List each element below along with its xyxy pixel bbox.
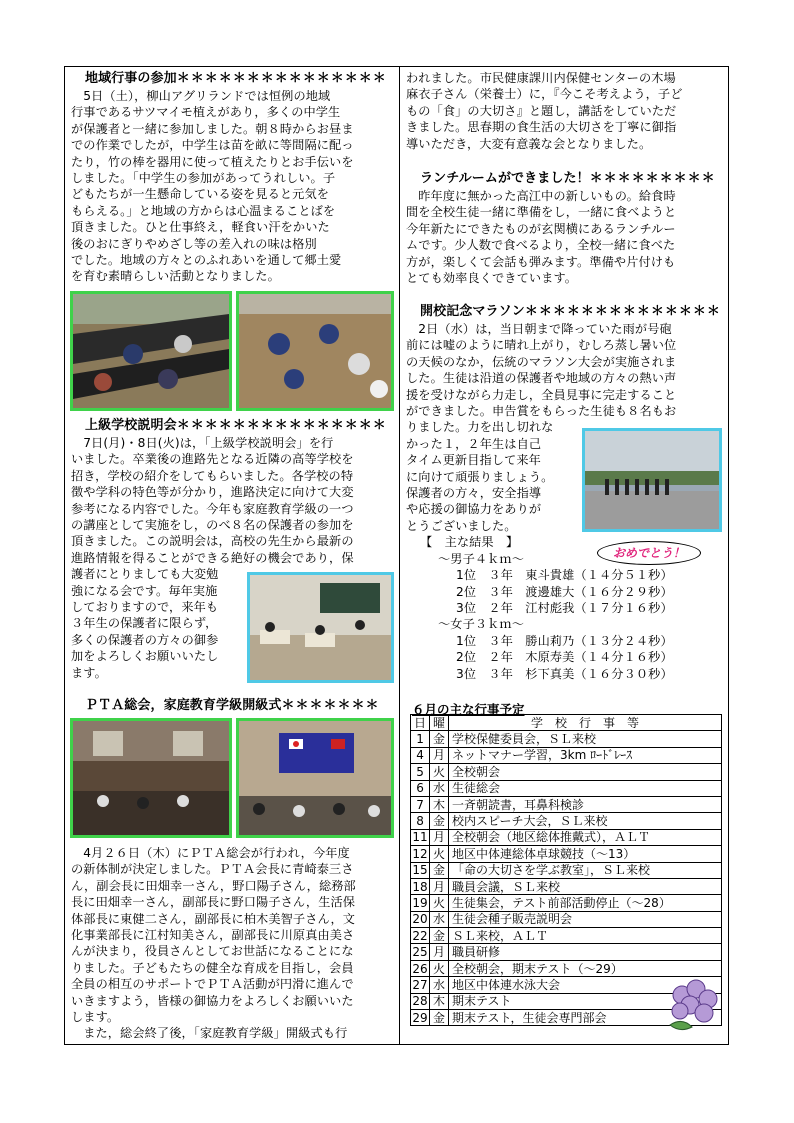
header-event: 学 校 行 事 等 bbox=[449, 715, 722, 731]
text-line: や応援の御協力をありが bbox=[406, 502, 542, 517]
cell-event: 全校朝会，期末テスト（～29） bbox=[449, 960, 722, 976]
text-line: 強になる会です。毎年実施 bbox=[71, 583, 218, 598]
cell-event: 一斉朝読書，耳鼻科検診 bbox=[449, 796, 722, 812]
photo-pta-stage bbox=[236, 718, 394, 838]
text-line: われました。市民健康課川内保健センターの木場 bbox=[406, 71, 676, 85]
cell-day: 18 bbox=[412, 879, 428, 894]
text-line: 頂きました。この説明会は，高校の先生から最新の bbox=[71, 534, 354, 549]
cell-weekday: 水 bbox=[430, 911, 449, 927]
boys-heading: ～男子４ｋｍ～ bbox=[438, 551, 525, 566]
girls-heading: ～女子３ｋｍ～ bbox=[438, 617, 525, 632]
cell-weekday: 木 bbox=[430, 993, 449, 1009]
text-line: 招き，学校の紹介をしてもらいました。各学校の特 bbox=[71, 468, 354, 483]
cell-weekday: 火 bbox=[430, 895, 449, 911]
text-line: タイム更新目指して来年 bbox=[406, 453, 541, 468]
table-row bbox=[411, 944, 722, 960]
heading-stars: ＊＊＊＊＊＊＊＊＊＊＊＊＊＊＊ bbox=[176, 418, 387, 433]
heading-stars: ＊＊＊＊＊＊＊＊＊＊＊＊＊＊＊ bbox=[176, 71, 387, 86]
photo-image bbox=[250, 575, 391, 680]
text-line: ができました。申告賞をもらった生徒も８名もお bbox=[406, 404, 677, 419]
section-heading bbox=[406, 303, 724, 321]
cell-day: 22 bbox=[412, 928, 428, 943]
cell-weekday: 月 bbox=[430, 944, 449, 960]
heading-text: ＰＴＡ総会，家庭教育学級開級式 bbox=[85, 698, 282, 713]
text-line: ん，副会長に田畑幸一さん，野口陽子さん，総務部 bbox=[71, 878, 356, 893]
result-line: 3位 ３年 杉下真美（１６分３０秒） bbox=[456, 666, 673, 681]
table-row bbox=[411, 764, 722, 780]
cell-day: 29 bbox=[412, 1010, 428, 1025]
text-line: んが決まり，役員さんとしてお世話になることにな bbox=[71, 944, 354, 959]
text-line: します。 bbox=[71, 1010, 120, 1025]
text-line: の新体制が決定しました。ＰＴＡ会長に青崎泰三さ bbox=[71, 862, 354, 877]
cell-event: 地区中体連総体卓球競技（～13） bbox=[449, 846, 722, 862]
hydrangea-illustration bbox=[662, 975, 724, 1035]
results-heading: 【 主な結果 】 bbox=[420, 535, 519, 550]
table-row bbox=[411, 862, 722, 878]
text-line: した。生徒は沿道の保護者や地域の方々の熱い声 bbox=[406, 371, 677, 386]
text-line: もの「食」の大切さ』と題し，講話をしていただ bbox=[406, 103, 677, 118]
cell-event: 職員研修 bbox=[449, 944, 722, 960]
text-line: かった１，２年生は自己 bbox=[406, 436, 542, 451]
text-line: 頂きました。ひと仕事終え，軽食い汗をかいた bbox=[71, 220, 330, 235]
photo-image bbox=[239, 294, 391, 408]
text-line: 前には嘘のように晴れ上がり，むしろ蒸し暑い位 bbox=[406, 338, 677, 353]
text-line: きました。思春期の食生活の大切さを丁寧に御指 bbox=[406, 120, 677, 135]
cell-event: 全校朝会 bbox=[449, 764, 722, 780]
girls-results bbox=[406, 633, 724, 682]
text-line: りました。子どもたちの健全な育成を目指し，会員 bbox=[71, 960, 354, 975]
cell-day: 12 bbox=[412, 846, 428, 861]
cell-weekday: 金 bbox=[430, 731, 449, 747]
text-line: いました。卒業後の進路先となる近隣の高等学校を bbox=[71, 452, 354, 467]
result-line: 2位 ３年 渡邊雄大（１６分２９秒） bbox=[456, 584, 673, 599]
text-line: どもたちが一生懸命している姿を見ると元気を bbox=[71, 187, 330, 202]
section-heading bbox=[71, 70, 393, 88]
text-line: 5日（土），柳山アグリランドでは恒例の地域 bbox=[83, 89, 331, 103]
cell-event: 期末テスト，生徒会専門部会 bbox=[449, 1010, 722, 1026]
text-line: 麻衣子さん（栄養士）に，『今こそ考えよう，子ど bbox=[406, 87, 683, 102]
photo-briefing-classroom bbox=[247, 572, 394, 683]
schedule-title: ６月の主な行事予定 bbox=[412, 702, 525, 717]
text-line: を育む素晴らしい活動となりました。 bbox=[71, 269, 280, 284]
photo-image bbox=[239, 721, 391, 835]
boys-results bbox=[406, 567, 724, 616]
table-row bbox=[411, 846, 722, 862]
section-community-event bbox=[71, 70, 393, 285]
section-pta-meeting bbox=[71, 697, 393, 715]
photo-pta-gym bbox=[70, 718, 232, 838]
cell-event: 地区中体連水泳大会 bbox=[449, 977, 722, 993]
text-line: いきますよう，皆様の御協力をよろしくお願いいた bbox=[71, 993, 354, 1008]
cell-weekday: 水 bbox=[430, 977, 449, 993]
result-line: 2位 ２年 木原寿美（１４分１６秒） bbox=[456, 650, 673, 665]
cell-event: ネットマナー学習，3km ﾛｰﾄﾞﾚｰｽ bbox=[449, 747, 722, 763]
photo-image bbox=[73, 721, 229, 835]
table-row bbox=[411, 813, 722, 829]
section-body-narrow bbox=[406, 419, 576, 534]
cell-day: 4 bbox=[411, 747, 430, 763]
header-day: 日 bbox=[411, 715, 430, 731]
cell-event: 生徒総会 bbox=[449, 780, 722, 796]
result-line: 1位 ３年 東斗貴雄（１４分５１秒） bbox=[456, 568, 673, 583]
cell-weekday: 月 bbox=[430, 878, 449, 894]
cell-event: 学校保健委員会，ＳＬ来校 bbox=[449, 731, 722, 747]
text-line: ３年生の保護者に限らず， bbox=[71, 616, 218, 631]
cell-weekday: 金 bbox=[430, 862, 449, 878]
result-line: 3位 ２年 江村彪我（１７分１６秒） bbox=[456, 600, 673, 615]
text-line: に向けて頑張りましょう。 bbox=[406, 469, 554, 484]
heading-stars: ＊＊＊＊＊＊＊＊＊＊＊＊＊＊ bbox=[524, 304, 721, 319]
section-body bbox=[406, 321, 724, 419]
section-pta-body bbox=[71, 845, 393, 1042]
schedule-header-row bbox=[411, 715, 722, 731]
table-row bbox=[411, 878, 722, 894]
cell-weekday: 火 bbox=[430, 764, 449, 780]
table-row bbox=[411, 928, 722, 944]
cell-weekday: 水 bbox=[430, 780, 449, 796]
cell-weekday: 金 bbox=[430, 928, 449, 944]
cell-event: 全校朝会（地区総体推戴式），ＡＬＴ bbox=[449, 829, 722, 845]
text-line: 保護者の方々，安全指導 bbox=[406, 486, 542, 501]
text-line: とても効率良くできています。 bbox=[406, 271, 578, 286]
heading-text: 開校記念マラソン bbox=[420, 304, 525, 319]
text-line: 導いただき，大変有意義な会となりました。 bbox=[406, 136, 652, 151]
heading-text: ランチルームができました！ bbox=[420, 171, 590, 186]
text-line: もらえる。」と地域の方からは心温まることばを bbox=[71, 203, 336, 218]
text-line: たり，竹の棒を器用に使って植えたりとお手伝いを bbox=[71, 154, 354, 169]
text-line: 徴や学科の特色等が分かり，進路決定に向けて大変 bbox=[71, 485, 354, 500]
cell-weekday: 火 bbox=[430, 960, 449, 976]
text-line: の天候のなか，伝統のマラソン大会が実施されま bbox=[406, 354, 677, 369]
cell-day: 26 bbox=[412, 961, 428, 976]
cell-event: 期末テスト bbox=[449, 993, 722, 1009]
cell-day: 5 bbox=[411, 764, 430, 780]
text-line: 進路情報を得ることができる絶好の機会であり，保 bbox=[71, 550, 354, 565]
header-weekday: 曜 bbox=[430, 715, 449, 731]
text-line: また，総会終了後，「家庭教育学級」開級式も行 bbox=[83, 1026, 348, 1041]
table-row bbox=[411, 747, 722, 763]
cell-event: 「命の大切さを学ぶ教室」，ＳＬ来校 bbox=[449, 862, 722, 878]
text-line: とうございました。 bbox=[406, 518, 517, 533]
cell-event: ＳＬ来校，ＡＬＴ bbox=[449, 928, 722, 944]
congratulations-badge: おめでとう！ bbox=[597, 541, 701, 565]
photo-potato-planting-1 bbox=[70, 291, 232, 411]
cell-weekday: 金 bbox=[430, 813, 449, 829]
text-line: が保護者と一緒に参加しました。朝８時からお昼ま bbox=[71, 121, 354, 136]
cell-day: 6 bbox=[411, 780, 430, 796]
section-body bbox=[71, 435, 393, 566]
text-line: の講座として実施をし，のべ８名の保護者の参加を bbox=[71, 518, 354, 533]
table-row bbox=[411, 796, 722, 812]
section-heading bbox=[71, 417, 393, 435]
photo-image bbox=[73, 294, 229, 408]
text-line: でした。地域の方々とのふれあいを通して郷土愛 bbox=[71, 253, 342, 268]
photo-potato-planting-2 bbox=[236, 291, 394, 411]
cell-day: 19 bbox=[412, 895, 428, 910]
cell-day: 11 bbox=[412, 830, 428, 845]
table-row bbox=[411, 780, 722, 796]
heading-text: 地域行事の参加 bbox=[85, 71, 177, 86]
text-line: しました。「中学生の参加があってうれしい。子 bbox=[71, 171, 336, 186]
text-line: 4月２６日（木）にＰＴＡ総会が行われ，今年度 bbox=[83, 846, 350, 860]
section-body bbox=[71, 845, 393, 1042]
cell-event: 生徒集会，テスト前部活動停止（～28） bbox=[449, 895, 722, 911]
cell-weekday: 金 bbox=[430, 1010, 449, 1026]
cell-weekday: 木 bbox=[430, 796, 449, 812]
cell-event: 校内スピーチ大会，ＳＬ来校 bbox=[449, 813, 722, 829]
cell-event: 職員会議，ＳＬ来校 bbox=[449, 878, 722, 894]
section-heading bbox=[71, 697, 393, 715]
text-line: 方が，楽しくて会話も弾みます。準備や片付けも bbox=[406, 254, 676, 269]
text-line: 化事業部長に江村知美さん，副部長に川原真由美さ bbox=[71, 928, 355, 943]
text-line: 間を全校生徒一緒に準備をし，一緒に食べようと bbox=[406, 205, 677, 220]
text-line: 今年新たにできたものが玄関横にあるランチルー bbox=[406, 221, 676, 236]
heading-stars: ＊＊＊＊＊＊＊ bbox=[281, 698, 380, 713]
text-line: ムです。少人数で食べるより，全校一緒に食べた bbox=[406, 238, 676, 253]
table-row bbox=[411, 911, 722, 927]
section-continuation bbox=[406, 70, 724, 152]
cell-day: 20 bbox=[412, 912, 428, 927]
section-lunchroom bbox=[406, 170, 724, 286]
cell-day: 1 bbox=[411, 731, 430, 747]
text-line: 後のおにぎりやめざし等の差入れの味は格別 bbox=[71, 236, 317, 251]
cell-event: 生徒会種子販売説明会 bbox=[449, 911, 722, 927]
text-line: 行事であるサツマイモ植えがあり，多くの中学生 bbox=[71, 105, 341, 120]
text-line: 全員の相互のサポートでＰＴＡ活動が円滑に進んで bbox=[71, 977, 354, 992]
text-line: 加をよろしくお願いいたし bbox=[71, 649, 219, 664]
section-body-narrow bbox=[71, 566, 243, 681]
table-row bbox=[411, 895, 722, 911]
text-line: 参考になる内容でした。今年も家庭教育学級の一つ bbox=[71, 501, 354, 516]
photo-marathon-start bbox=[582, 428, 722, 532]
photo-image bbox=[585, 431, 719, 529]
cell-day: 25 bbox=[412, 945, 428, 960]
text-line: 多くの保護者の方々の御参 bbox=[71, 632, 219, 647]
text-line: 体部長に東健二さん，副部長に柏木美智子さん，文 bbox=[71, 911, 356, 926]
section-heading bbox=[406, 170, 724, 188]
cell-weekday: 火 bbox=[430, 846, 449, 862]
text-line: ます。 bbox=[71, 665, 107, 680]
heading-stars: ＊＊＊＊＊＊＊＊＊ bbox=[589, 171, 716, 186]
text-line: 7日(月)・8日(火)は，「上級学校説明会」を行 bbox=[83, 436, 334, 450]
cell-day: 15 bbox=[412, 863, 428, 878]
text-line: 護者にとりましても大変勉 bbox=[71, 567, 219, 582]
text-line: 2日（水）は，当日朝まで降っていた雨が号砲 bbox=[418, 322, 672, 336]
section-body bbox=[406, 188, 724, 286]
table-row bbox=[411, 731, 722, 747]
cell-weekday: 月 bbox=[430, 747, 449, 763]
cell-day: 8 bbox=[411, 813, 430, 829]
cell-day: 28 bbox=[412, 994, 428, 1009]
text-line: 援を受けながら力走し，全員見事に完走すること bbox=[406, 387, 677, 402]
text-line: での作業でしたが，中学生は苗を畝に等間隔に配っ bbox=[71, 138, 354, 153]
section-body bbox=[71, 88, 393, 285]
text-line: 長に田畑幸一さん，副部長に野口陽子さん，生活保 bbox=[71, 895, 356, 910]
cell-day: 27 bbox=[412, 977, 428, 992]
column-divider bbox=[399, 66, 400, 1045]
text-line: 昨年度に無かった高江中の新しいもの。給食時 bbox=[418, 189, 676, 203]
cell-day: 7 bbox=[411, 796, 430, 812]
result-line: 1位 ３年 勝山莉乃（１３分２４秒） bbox=[456, 633, 673, 648]
table-row bbox=[411, 829, 722, 845]
cell-weekday: 月 bbox=[430, 829, 449, 845]
heading-text: 上級学校説明会 bbox=[85, 418, 177, 433]
text-line: しておりますので，来年も bbox=[71, 600, 219, 615]
text-line: りました。力を出し切れな bbox=[406, 420, 554, 435]
section-body bbox=[406, 70, 724, 152]
